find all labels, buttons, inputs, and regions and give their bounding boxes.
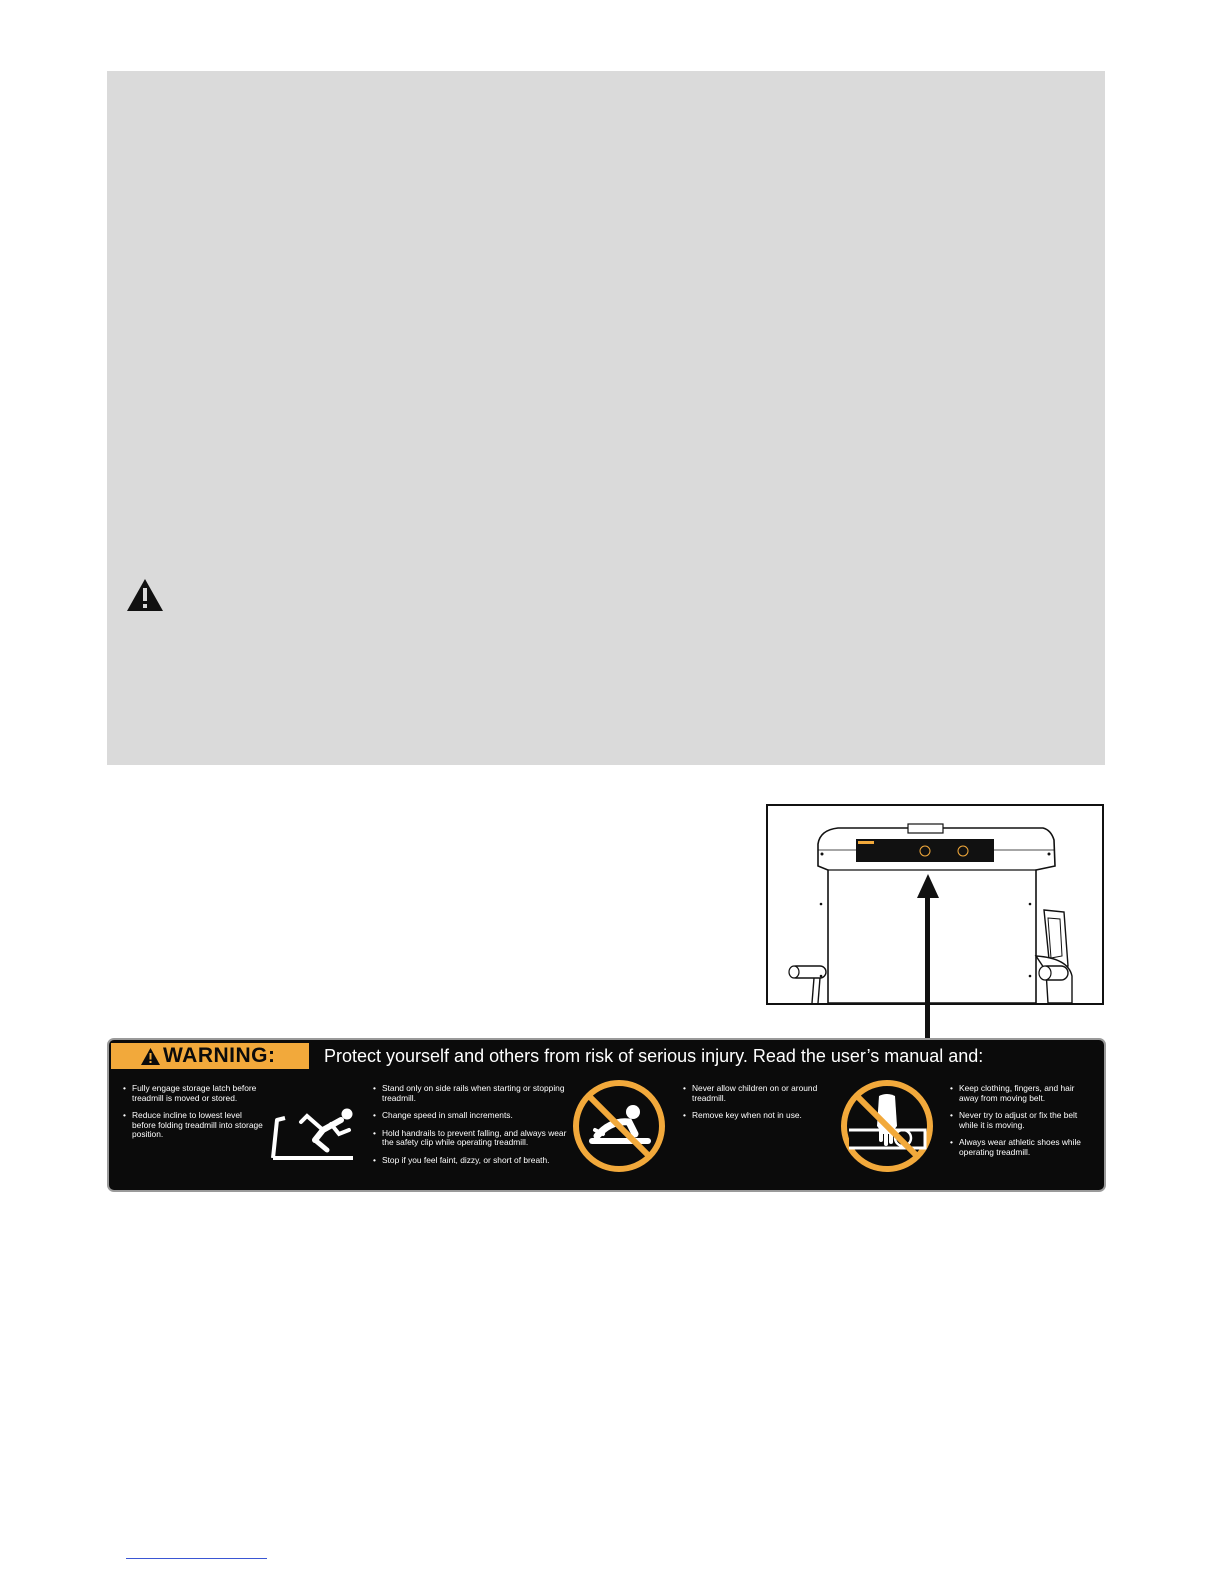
no-children-icon bbox=[571, 1078, 667, 1174]
person-falling-icon bbox=[271, 1100, 355, 1160]
list-item: • Reduce incline to lowest level before folding treadmill into storage position. bbox=[123, 1111, 263, 1140]
decal-column-4 bbox=[950, 1084, 1090, 1166]
treadmill-rear-view-illustration bbox=[768, 806, 1102, 1003]
list-item: • Stand only on side rails when starting or stopping treadmill. bbox=[373, 1084, 573, 1103]
arrow-head-icon bbox=[917, 874, 939, 898]
decal-column-1 bbox=[123, 1084, 263, 1148]
list-item: • Never allow children on or around treadmill. bbox=[683, 1084, 823, 1103]
list-item: • Never try to adjust or fix the belt while it is moving. bbox=[950, 1111, 1090, 1130]
location-pointer-arrow bbox=[925, 895, 930, 1041]
warning-panel bbox=[107, 71, 1105, 765]
decal-column-3 bbox=[683, 1084, 823, 1129]
list-item: • Always wear athletic shoes while operating treadmill. bbox=[950, 1138, 1090, 1157]
list-item: • Remove key when not in use. bbox=[683, 1111, 823, 1121]
warning-triangle-icon bbox=[126, 578, 164, 612]
list-item: • Fully engage storage latch before treadmill is moved or stored. bbox=[123, 1084, 263, 1103]
list-item: • Stop if you feel faint, dizzy, or short of breath. bbox=[373, 1156, 573, 1166]
list-item: • Keep clothing, fingers, and hair away from moving belt. bbox=[950, 1084, 1090, 1103]
list-item: • Change speed in small increments. bbox=[373, 1111, 573, 1121]
warning-decal bbox=[107, 1038, 1106, 1192]
warning-tag-label: WARNING: bbox=[163, 1044, 276, 1067]
warning-tag bbox=[111, 1043, 309, 1069]
no-hand-near-belt-icon bbox=[839, 1078, 935, 1174]
decal-column-2 bbox=[373, 1084, 573, 1174]
decal-headline: Protect yourself and others from risk of serious injury. Read the user’s manual and: bbox=[324, 1046, 984, 1066]
treadmill-location-figure bbox=[766, 804, 1104, 1005]
footer-link-underline[interactable] bbox=[126, 1558, 267, 1559]
list-item: • Hold handrails to prevent falling, and always wear the safety clip while operating treadmill. bbox=[373, 1129, 573, 1148]
warning-triangle-icon bbox=[141, 1048, 160, 1065]
